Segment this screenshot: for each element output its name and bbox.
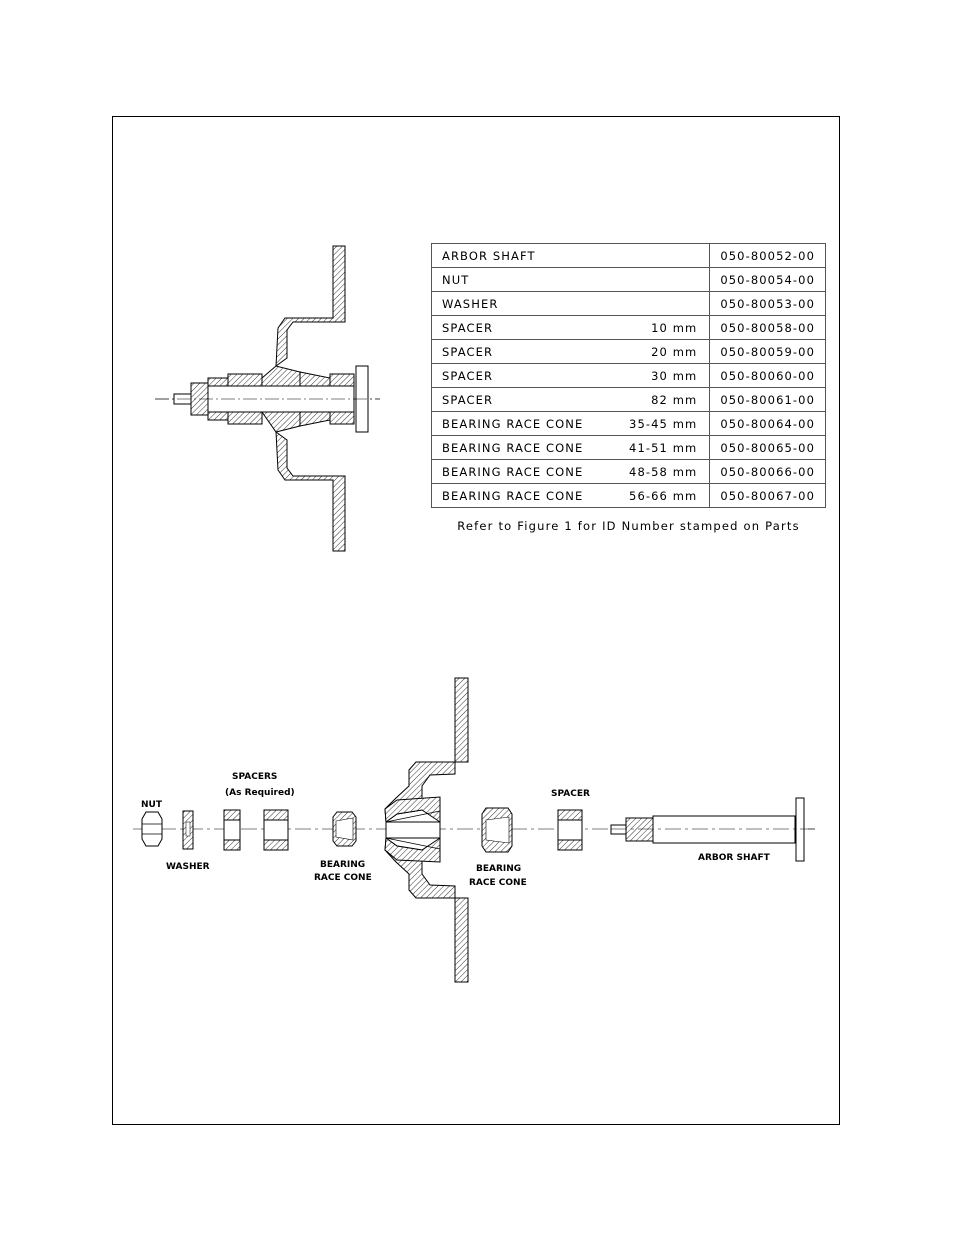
assembled-cone-upper bbox=[262, 366, 300, 386]
exploded-hub-bore bbox=[386, 822, 440, 838]
label-bearing-right-2: RACE CONE bbox=[469, 878, 527, 888]
exploded-nut bbox=[142, 812, 162, 846]
part-name: BEARING RACE CONE bbox=[432, 484, 610, 508]
part-number: 050-80060-00 bbox=[710, 364, 826, 388]
part-name: SPACER bbox=[432, 340, 610, 364]
part-name: SPACER bbox=[432, 316, 610, 340]
part-number: 050-80064-00 bbox=[710, 412, 826, 436]
part-number: 050-80058-00 bbox=[710, 316, 826, 340]
part-size: 35-45 mm bbox=[610, 412, 710, 436]
part-number: 050-80061-00 bbox=[710, 388, 826, 412]
arbor-shaft-body bbox=[653, 816, 795, 843]
arbor-shaft-flange bbox=[796, 798, 804, 861]
exploded-view bbox=[133, 678, 815, 982]
label-bearing-right-1: BEARING bbox=[476, 864, 522, 874]
assembled-inner-cone-lower bbox=[300, 412, 330, 426]
part-name: BEARING RACE CONE bbox=[432, 460, 610, 484]
table-row bbox=[432, 388, 826, 412]
assembled-washer-upper bbox=[208, 378, 228, 386]
part-size: 20 mm bbox=[610, 340, 710, 364]
assembled-spacer-upper bbox=[228, 374, 262, 386]
arbor-shaft-thread bbox=[626, 818, 653, 841]
assembled-washer-lower bbox=[208, 412, 228, 420]
table-row bbox=[432, 340, 826, 364]
part-name: WASHER bbox=[432, 292, 610, 316]
label-bearing-left-1: BEARING bbox=[320, 860, 366, 870]
assembled-spacer-lower bbox=[228, 412, 262, 424]
table-row bbox=[432, 292, 826, 316]
table-row bbox=[432, 436, 826, 460]
part-size: 48-58 mm bbox=[610, 460, 710, 484]
assembled-view bbox=[155, 246, 380, 551]
part-name: SPACER bbox=[432, 388, 610, 412]
label-bearing-left-2: RACE CONE bbox=[314, 873, 372, 883]
part-size: 41-51 mm bbox=[610, 436, 710, 460]
assembled-cone-lower bbox=[262, 412, 300, 432]
part-size bbox=[610, 292, 710, 316]
part-name: BEARING RACE CONE bbox=[432, 412, 610, 436]
part-name: NUT bbox=[432, 268, 610, 292]
assembled-spacer-right-lower bbox=[330, 412, 354, 424]
table-row bbox=[432, 268, 826, 292]
part-number: 050-80067-00 bbox=[710, 484, 826, 508]
part-size: 30 mm bbox=[610, 364, 710, 388]
part-size bbox=[610, 268, 710, 292]
part-size bbox=[610, 244, 710, 268]
part-number: 050-80052-00 bbox=[710, 244, 826, 268]
table-row bbox=[432, 316, 826, 340]
label-arbor-shaft: ARBOR SHAFT bbox=[698, 853, 770, 863]
arbor-shaft-tip bbox=[611, 825, 626, 834]
part-size: 10 mm bbox=[610, 316, 710, 340]
label-spacers: SPACERS bbox=[232, 772, 278, 782]
hub-plate-lower bbox=[276, 432, 345, 551]
part-size: 82 mm bbox=[610, 388, 710, 412]
assembled-inner-cone-upper bbox=[300, 372, 330, 386]
assembled-spacer-right-upper bbox=[330, 374, 354, 386]
table-row bbox=[432, 484, 826, 508]
label-spacer: SPACER bbox=[551, 789, 590, 799]
part-size: 56-66 mm bbox=[610, 484, 710, 508]
part-number: 050-80053-00 bbox=[710, 292, 826, 316]
label-washer: WASHER bbox=[166, 862, 210, 872]
hub-plate-upper bbox=[276, 246, 345, 366]
part-name: ARBOR SHAFT bbox=[432, 244, 610, 268]
table-row bbox=[432, 244, 826, 268]
part-number: 050-80065-00 bbox=[710, 436, 826, 460]
part-name: SPACER bbox=[432, 364, 610, 388]
part-name: BEARING RACE CONE bbox=[432, 436, 610, 460]
parts-note: Refer to Figure 1 for ID Number stamped on Parts bbox=[457, 519, 800, 533]
label-nut: NUT bbox=[141, 800, 162, 810]
label-spacers-note: (As Required) bbox=[225, 788, 295, 798]
parts-table bbox=[431, 243, 826, 508]
table-row bbox=[432, 364, 826, 388]
part-number: 050-80059-00 bbox=[710, 340, 826, 364]
table-row bbox=[432, 460, 826, 484]
part-number: 050-80054-00 bbox=[710, 268, 826, 292]
table-row bbox=[432, 412, 826, 436]
part-number: 050-80066-00 bbox=[710, 460, 826, 484]
